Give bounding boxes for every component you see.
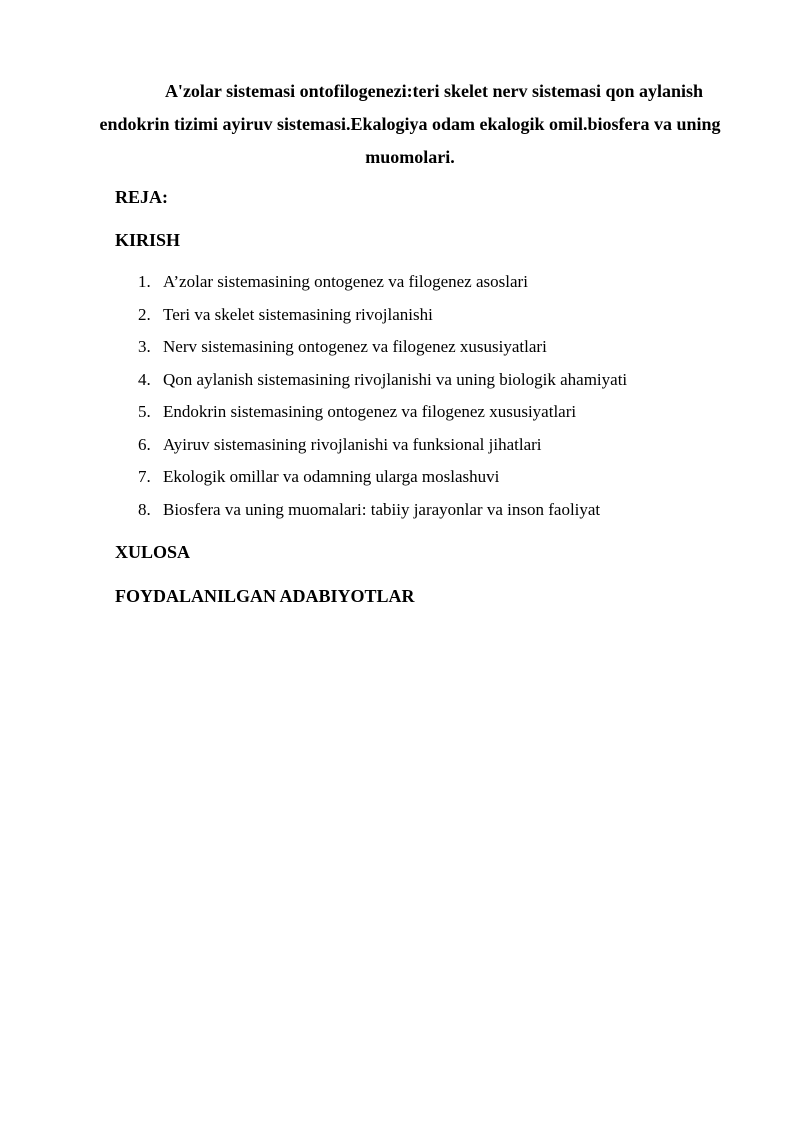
document-title: A'zolar sistemasi ontofilogenezi:teri skelet nerv sistemasi qon aylanish endokrin tizimi ayiruv sistemasi.Ekalogiya odam ekalogik omil.biosfera va uning muomolari.: [99, 81, 721, 167]
plan-item-text: Endokrin sistemasining ontogenez va filogenez xususiyatlari: [163, 402, 577, 421]
plan-item: [115, 369, 755, 402]
plan-item-number: 1.: [138, 272, 151, 291]
plan-item-number: 5.: [138, 402, 151, 421]
plan-item-number: 2.: [138, 304, 151, 324]
plan-item-text: Ekologik omillar va odamning ularga moslashuvi: [163, 467, 500, 486]
plan-item-text: Nerv sistemasining ontogenez va filogenez xususiyatlari: [163, 337, 547, 356]
plan-item-number: 6.: [138, 434, 151, 454]
introduction-heading: KIRISH: [115, 230, 181, 250]
conclusion-heading: XULOSA: [115, 542, 191, 562]
plan-item: [115, 434, 755, 467]
plan-item: [115, 304, 755, 337]
plan-item: [115, 336, 755, 369]
plan-item-text: Teri va skelet sistemasining rivojlanishi: [163, 304, 433, 324]
plan-item-text: Biosfera va uning muomalari: tabiiy jarayonlar va inson faoliyat: [163, 499, 601, 519]
plan-item-number: 4.: [138, 369, 151, 389]
plan-item: [115, 466, 755, 499]
plan-item-number: 7.: [138, 467, 151, 486]
plan-heading: REJA:: [115, 187, 168, 207]
plan-list: [115, 271, 755, 531]
plan-item-number: 3.: [138, 337, 151, 356]
references-heading: FOYDALANILGAN ADABIYOTLAR: [115, 586, 415, 606]
plan-item-number: 8.: [138, 499, 151, 519]
plan-item: [115, 271, 755, 304]
plan-item-text: Qon aylanish sistemasining rivojlanishi va uning biologik ahamiyati: [163, 369, 628, 389]
plan-item-text: A’zolar sistemasining ontogenez va filogenez asoslari: [163, 272, 528, 291]
plan-item: [115, 401, 755, 434]
plan-item: [115, 499, 755, 532]
plan-item-text: Ayiruv sistemasining rivojlanishi va funksional jihatlari: [163, 434, 542, 454]
